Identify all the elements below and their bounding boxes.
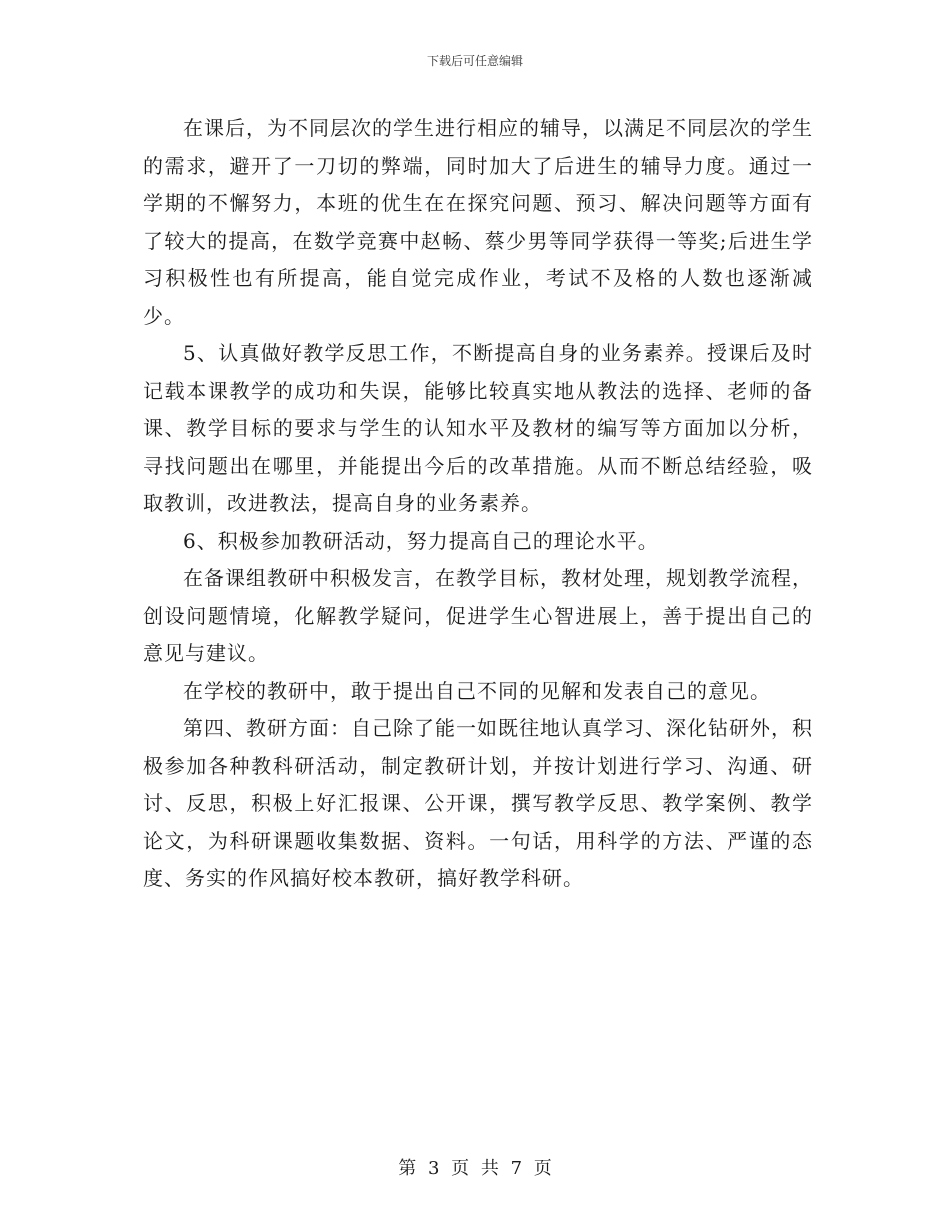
paragraph-research-aspect: 第四、教研方面：自己除了能一如既往地认真学习、深化钻研外，积极参加各种教科研活动，制定教研计划，并按计划进行学习、沟通、研讨、反思，积极上好汇报课、公开课，撰写教学反思、教学案例、教学论文，为科研课题收集数据、资料。一句话，用科学的方法、严谨的态度、务实的作风搞好校本教研，搞好教学科研。 <box>143 716 813 890</box>
page-number: 第 3 页 共 7 页 <box>398 1158 552 1179</box>
paragraph-research-activities: 6、积极参加教研活动，努力提高自己的理论水平。 <box>183 528 659 553</box>
paragraph-lesson-group: 在备课组教研中积极发言，在教学目标，教材处理，规划教学流程，创设问题情境，化解教学疑问，促进学生心智进展上，善于提出自己的意见与建议。 <box>143 566 813 665</box>
paragraph-school-research: 在学校的教研中，敢于提出自己不同的见解和发表自己的意见。 <box>183 678 771 703</box>
document-body <box>143 110 813 898</box>
paragraph-teaching-reflection: 5、认真做好教学反思工作，不断提高自身的业务素养。授课后及时记载本课教学的成功和失误，能够比较真实地从教法的选择、老师的备课、教学目标的要求与学生的认知水平及教材的编写等方面加以分析，寻找问题出在哪里，并能提出今后的改革措施。从而不断总结经验，吸取教训，改进教法，提高自身的业务素养。 <box>143 341 813 515</box>
page-header: 下载后可任意编辑 <box>426 54 523 68</box>
paragraph-after-class-tutoring: 在课后，为不同层次的学生进行相应的辅导，以满足不同层次的学生的需求，避开了一刀切的弊端，同时加大了后进生的辅导力度。通过一学期的不懈努力，本班的优生在在探究问题、预习、解决问题等方面有了较大的提高，在数学竞赛中赵畅、蔡少男等同学获得一等奖;后进生学习积极性也有所提高，能自觉完成作业，考试不及格的人数也逐渐减少。 <box>143 116 813 328</box>
